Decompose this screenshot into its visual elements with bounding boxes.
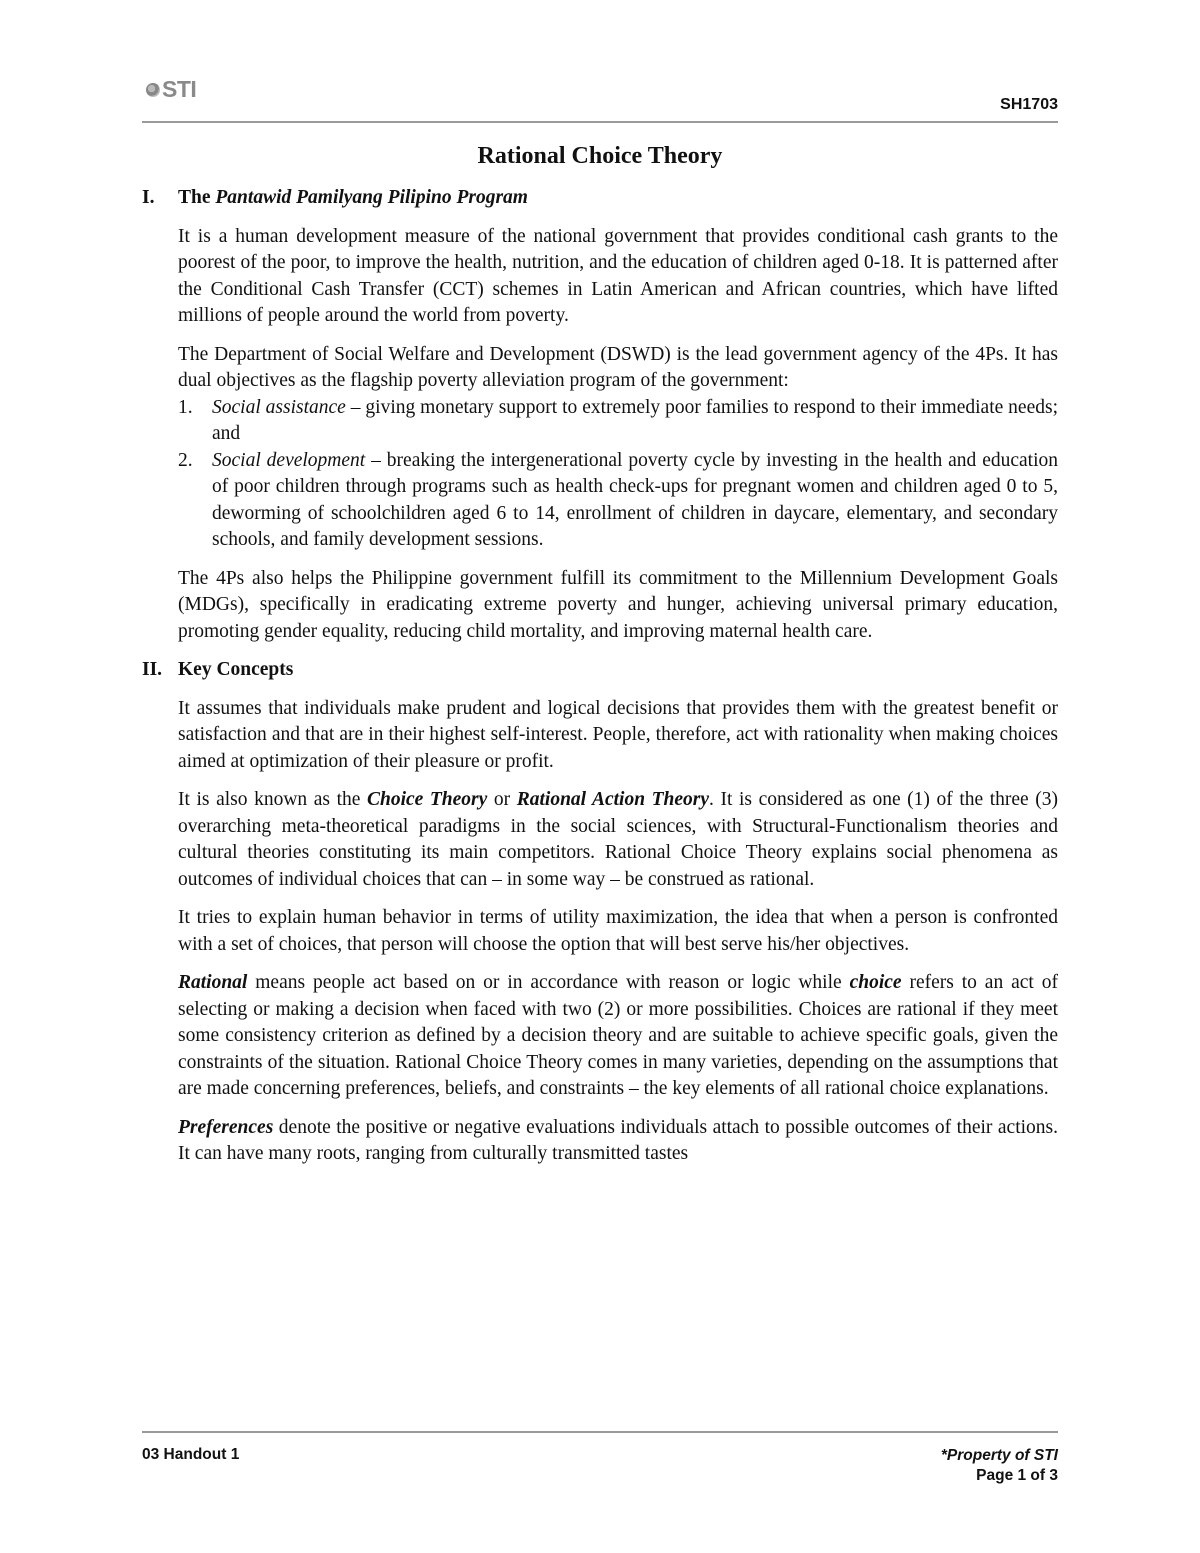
section-2-heading-title: Key Concepts [178, 659, 294, 680]
section-1-number: I. [142, 187, 155, 208]
logo-text: STI [162, 76, 197, 102]
section-2-paragraph-3: It tries to explain human behavior in terms of utility maximization, the idea that when a person is confronted with a set of choices, that person will choose the option that will best serve his/her objectives. [178, 907, 1058, 955]
section-1-paragraph-2: The Department of Social Welfare and Development (DSWD) is the lead government agency of the 4Ps. It has dual objectives as the flagship poverty alleviation program of the government: [178, 343, 1058, 391]
section-2-number: II. [142, 659, 163, 680]
list-item-number: 2. [178, 449, 193, 471]
section-2-paragraph-4: Rational means people act based on or in accordance with reason or logic while choice refers to an act of selecting or making a decision when faced with two (2) or more possibilities. Choices are rational if they meet some consistency criterion as defined by a decision theory and are suitable to achieve specific goals, given the constraints of the situation. Rational Choice Theory comes in many varieties, depending on the assumptions that are made concerning preferences, beliefs, and constraints – the key elements of all rational choice explanations. [178, 972, 1058, 1099]
header-rule [142, 121, 1058, 123]
section-2-paragraph-2: It is also known as the Choice Theory or Rational Action Theory. It is considered as one (1) of the three (3) overarching meta-theoretical paradigms in the social sciences, with Structural-Functionalism theories and cultural theories constituting its main competitors. Rational Choice Theory explains social phenomena as outcomes of individual choices that can – in some way – be construed as rational. [178, 789, 1059, 890]
footer-rule [142, 1431, 1058, 1433]
handout-label: 03 Handout 1 [142, 1446, 240, 1463]
section-1-heading [142, 185, 1058, 212]
term-preferences: Preferences [178, 1116, 274, 1138]
section-1-paragraph-1: It is a human development measure of the national government that provides conditional cash grants to the poorest of the poor, to improve the health, nutrition, and the education of children aged 0-18. It is patterned after the Conditional Cash Transfer (CCT) schemes in Latin American and African countries, which have lifted millions of people around the world from poverty. [178, 225, 1058, 326]
list-item [178, 448, 1058, 554]
section-2-heading [142, 657, 1058, 684]
term-choice: choice [849, 972, 902, 993]
footer-right [941, 1446, 1058, 1486]
list-item [178, 395, 1058, 448]
sti-logo [146, 76, 196, 103]
list-item-term: Social assistance [212, 396, 346, 418]
term-rational-action-theory: Rational Action Theory [516, 789, 710, 810]
term-rational: Rational [178, 972, 248, 993]
section-2-paragraph-1: It assumes that individuals make prudent and logical decisions that provides them with the greatest benefit or satisfaction and that are in their highest self-interest. People, therefore, act with rationality when making choices aimed at optimization of their pleasure or profit. [178, 697, 1058, 772]
section-1-paragraph-3: The 4Ps also helps the Philippine government fulfill its commitment to the Millennium Development Goals (MDGs), specifically in eradicating extreme poverty and hunger, achieving universal primary education, promoting gender equality, reducing child mortality, and improving maternal health care. [178, 567, 1058, 642]
section-2-paragraph-5: Preferences denote the positive or negative evaluations individuals attach to possible outcomes of their actions. It can have many roots, ranging from culturally transmitted tastes [178, 1116, 1058, 1164]
globe-icon [146, 83, 160, 97]
list-item-text: – breaking the intergenerational poverty cycle by investing in the health and education of poor children through programs such as health check-ups for pregnant women and children aged 0 to 5, deworming of schoolchildren aged 6 to 14, enrollment of children in daycare, elementary, and secondary schools, and family development sessions. [212, 449, 1058, 550]
section-1-heading-prefix: The [178, 187, 216, 208]
property-notice: *Property of STI [940, 1447, 1058, 1464]
objectives-list [178, 395, 1058, 554]
list-item-number: 1. [178, 396, 193, 418]
term-choice-theory: Choice Theory [366, 789, 488, 810]
document-code: SH1703 [1000, 96, 1058, 113]
list-item-term: Social development [212, 449, 366, 471]
page-title: Rational Choice Theory [477, 143, 723, 169]
section-1-heading-title: Pantawid Pamilyang Pilipino Program [215, 187, 528, 208]
document-body [142, 185, 1058, 1180]
list-item-text: – giving monetary support to extremely poor families to respond to their immediate needs; and [212, 396, 1058, 444]
page-number: Page 1 of 3 [976, 1467, 1058, 1484]
